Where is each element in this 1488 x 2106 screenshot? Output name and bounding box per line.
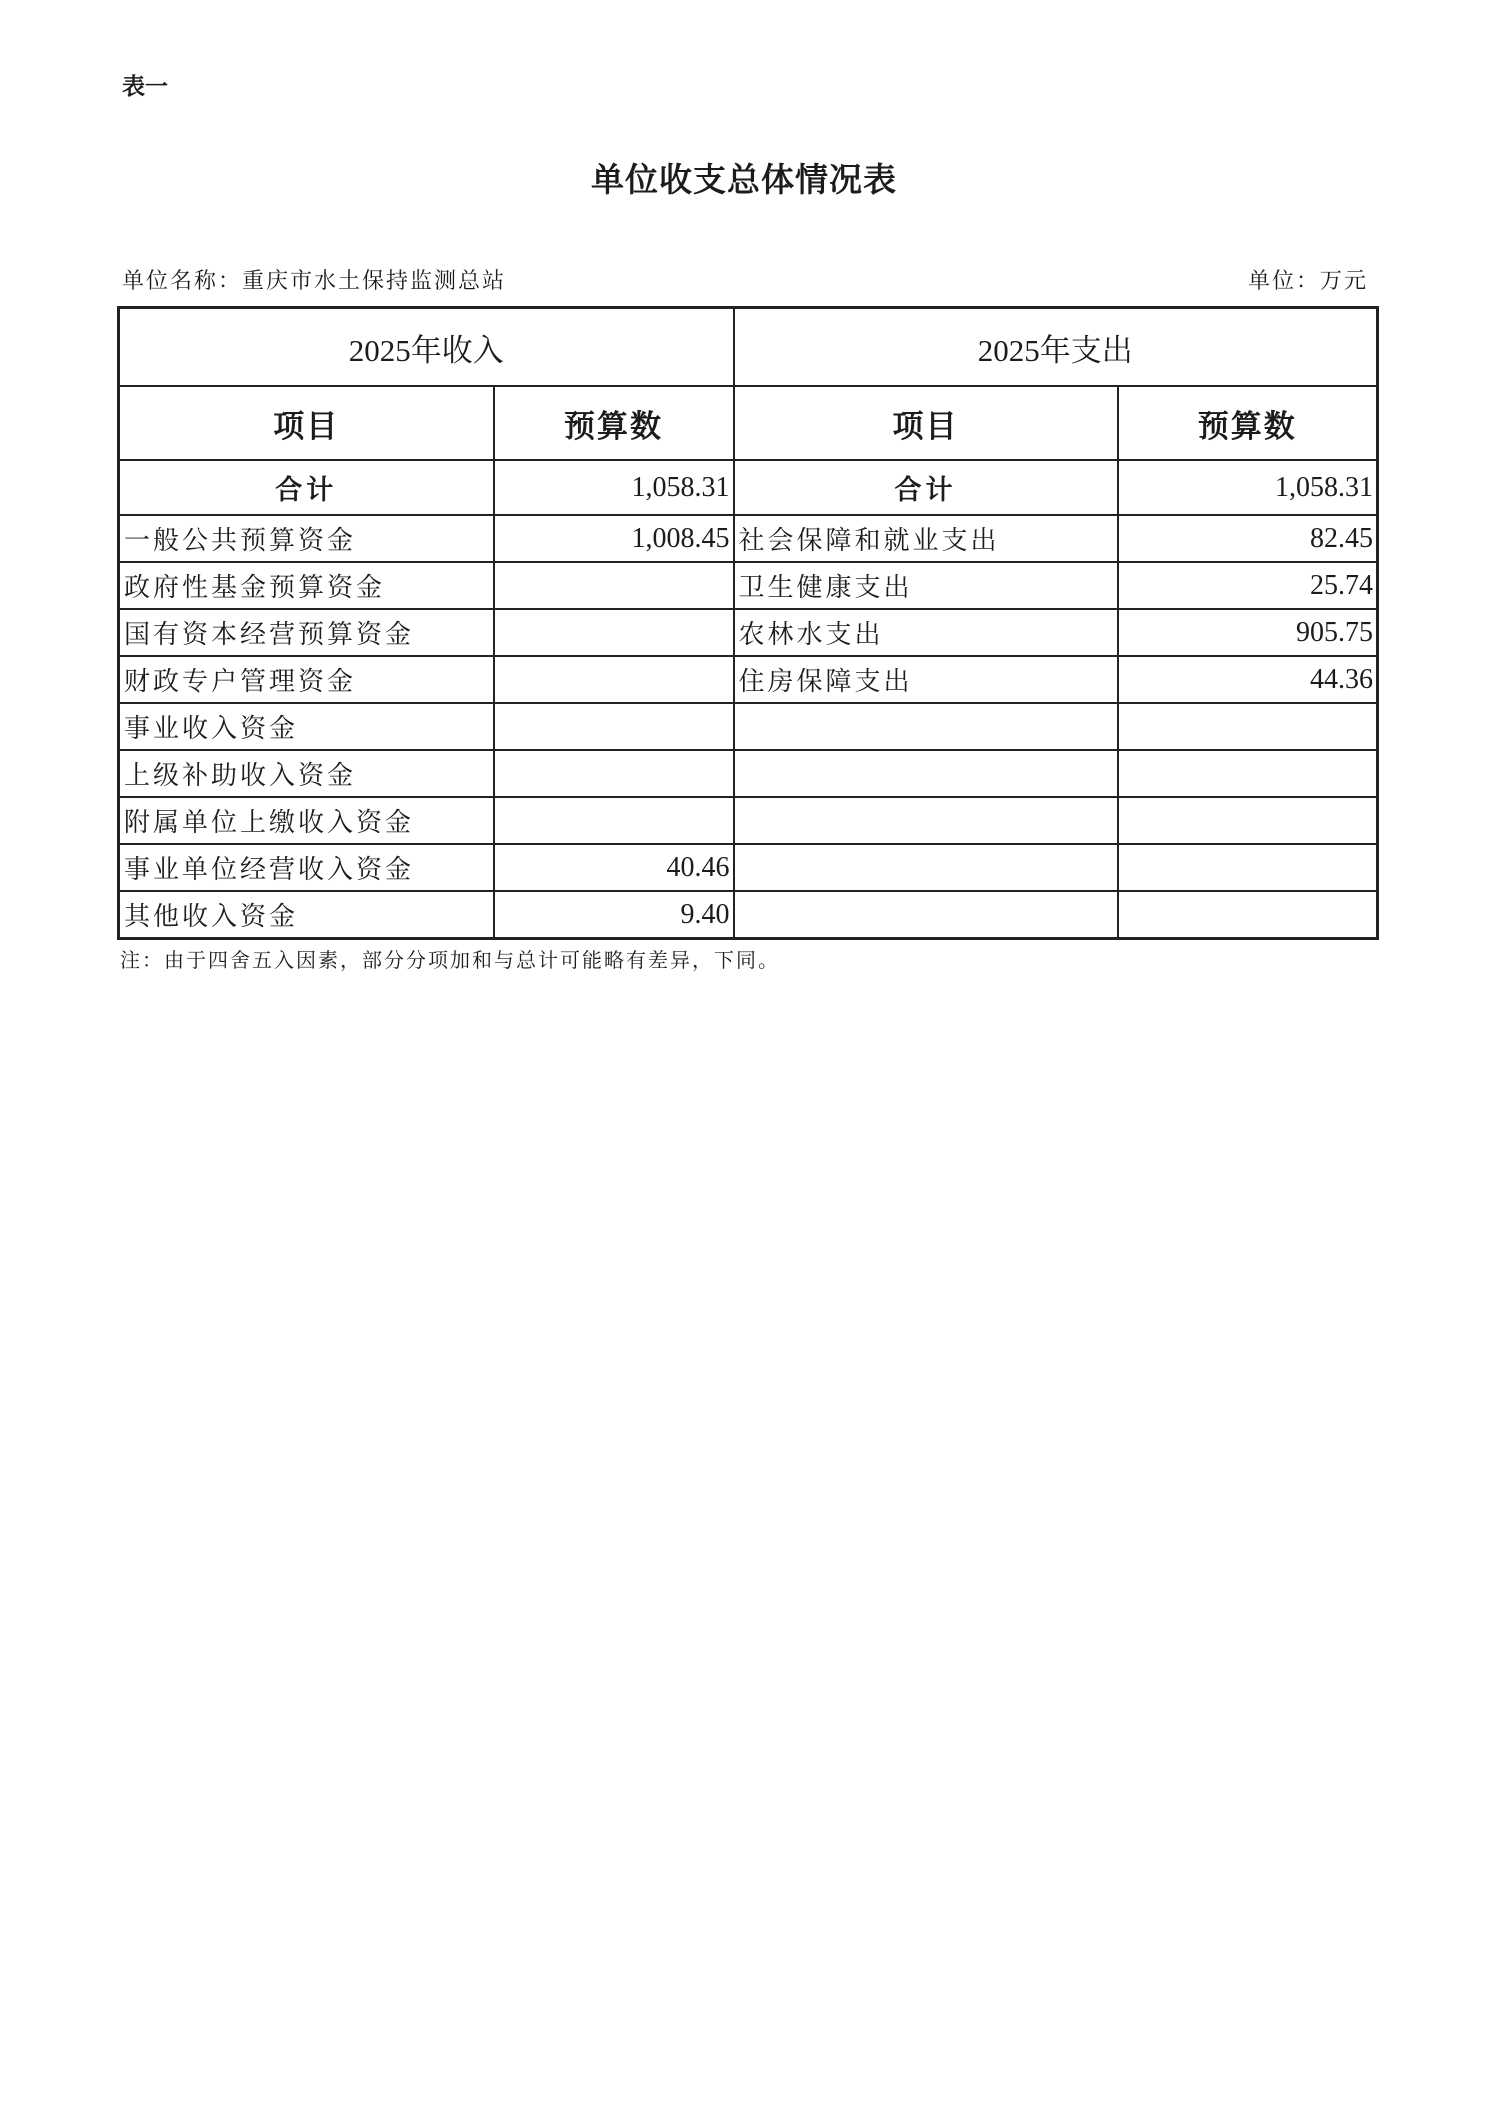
- income-item-cell: 上级补助收入资金: [119, 750, 494, 797]
- footnote: 注：由于四舍五入因素，部分分项加和与总计可能略有差异，下同。: [120, 948, 780, 972]
- unit-name: 单位名称：重庆市水土保持监测总站: [122, 269, 507, 294]
- expense-item-column-header: 项目: [734, 386, 1118, 460]
- income-item-cell: 事业单位经营收入资金: [119, 844, 494, 891]
- income-value-cell: 40.46: [494, 844, 734, 891]
- expense-item-cell: [734, 703, 1118, 750]
- expense-value-cell: 44.36: [1118, 656, 1378, 703]
- table-row: [119, 891, 1378, 939]
- expense-budget-column-header: 预算数: [1118, 386, 1378, 460]
- table-row: [119, 562, 1378, 609]
- table-row: [119, 703, 1378, 750]
- expense-total-label: 合计: [734, 460, 1118, 515]
- table-number-label: 表一: [122, 74, 168, 100]
- income-item-cell: 事业收入资金: [119, 703, 494, 750]
- table-row: [119, 844, 1378, 891]
- expense-item-cell: [734, 797, 1118, 844]
- expense-value-cell: 82.45: [1118, 515, 1378, 562]
- income-value-cell: [494, 797, 734, 844]
- income-item-cell: 一般公共预算资金: [119, 515, 494, 562]
- table-row: [119, 515, 1378, 562]
- expense-item-cell: 卫生健康支出: [734, 562, 1118, 609]
- table-row: [119, 609, 1378, 656]
- income-total-value: 1,058.31: [494, 460, 734, 515]
- expense-item-cell: 社会保障和就业支出: [734, 515, 1118, 562]
- expense-item-cell: [734, 750, 1118, 797]
- total-row: [119, 460, 1378, 515]
- income-section-header: 2025年收入: [119, 308, 734, 387]
- income-value-cell: [494, 656, 734, 703]
- income-value-cell: [494, 750, 734, 797]
- document-title: 单位收支总体情况表: [591, 160, 897, 199]
- income-item-cell: 国有资本经营预算资金: [119, 609, 494, 656]
- expense-value-cell: [1118, 703, 1378, 750]
- column-header-row: [119, 386, 1378, 460]
- income-budget-column-header: 预算数: [494, 386, 734, 460]
- expense-item-cell: [734, 891, 1118, 939]
- expense-value-cell: 905.75: [1118, 609, 1378, 656]
- expense-value-cell: 25.74: [1118, 562, 1378, 609]
- income-value-cell: 1,008.45: [494, 515, 734, 562]
- income-item-cell: 财政专户管理资金: [119, 656, 494, 703]
- expense-item-cell: 住房保障支出: [734, 656, 1118, 703]
- expense-value-cell: [1118, 750, 1378, 797]
- table-row: [119, 656, 1378, 703]
- expense-item-cell: 农林水支出: [734, 609, 1118, 656]
- income-value-cell: 9.40: [494, 891, 734, 939]
- income-item-column-header: 项目: [119, 386, 494, 460]
- expense-value-cell: [1118, 891, 1378, 939]
- expense-item-cell: [734, 844, 1118, 891]
- income-value-cell: [494, 609, 734, 656]
- section-header-row: [119, 308, 1378, 387]
- income-total-label: 合计: [119, 460, 494, 515]
- expense-value-cell: [1118, 844, 1378, 891]
- table-row: [119, 750, 1378, 797]
- income-item-cell: 其他收入资金: [119, 891, 494, 939]
- income-item-cell: 附属单位上缴收入资金: [119, 797, 494, 844]
- unit-of-measure: 单位：万元: [1247, 269, 1368, 294]
- income-value-cell: [494, 703, 734, 750]
- budget-summary-table: [117, 306, 1379, 940]
- income-value-cell: [494, 562, 734, 609]
- expense-total-value: 1,058.31: [1118, 460, 1378, 515]
- income-item-cell: 政府性基金预算资金: [119, 562, 494, 609]
- expense-section-header: 2025年支出: [734, 308, 1378, 387]
- expense-value-cell: [1118, 797, 1378, 844]
- table-row: [119, 797, 1378, 844]
